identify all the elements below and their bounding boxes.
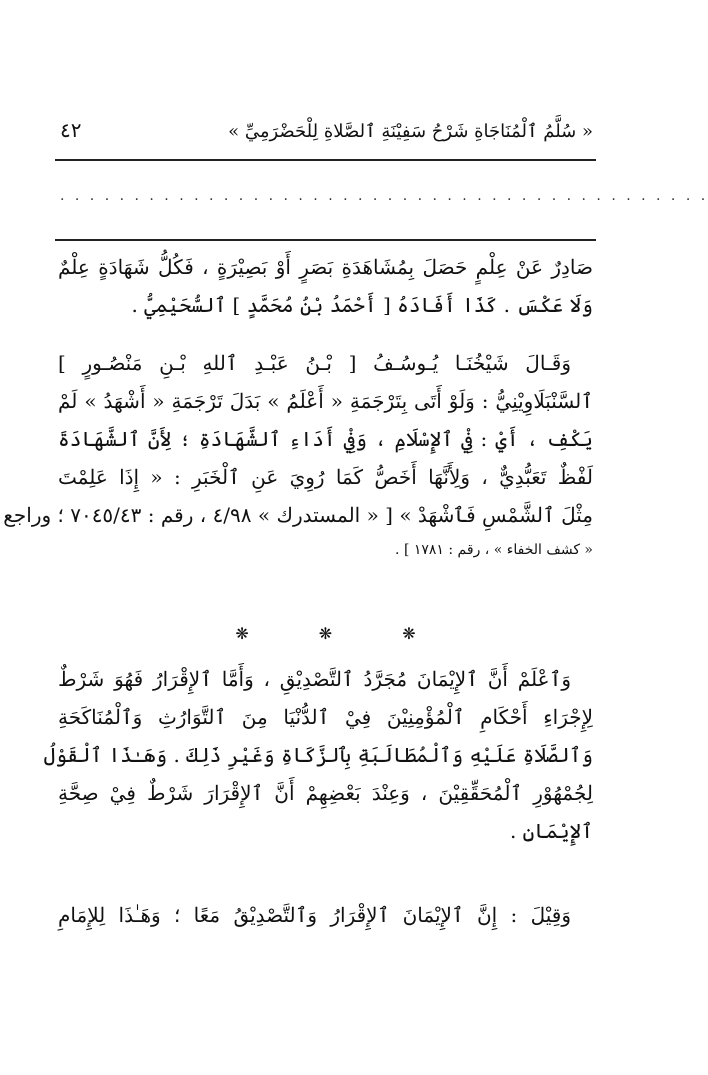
paragraph-4: [58, 896, 593, 934]
text-line: صَادِرٌ عَنْ عِلْمٍ حَصَلَ بِمُشَاهَدَةِ بَصَرٍ أَوْ بَصِيْرَةٍ ، فَكُلُّ شَهَادَةٍ عِلْمٌ: [58, 255, 593, 279]
section-divider: [0, 624, 651, 643]
page-header: [60, 118, 593, 142]
text-line: وَٱعْلَمْ أَنَّ ٱلإِيْمَانَ مُجَرَّدُ ٱلتَّصْدِيْقِ ، وَأَمَّا ٱلإِقْرَارُ فَهُوَ شَرْطٌ: [58, 667, 571, 691]
paragraph-2: [3, 344, 593, 566]
separator-dots: . . . . . . . . . . . . . . . . . . . . . . . . . . . . . . . . . . . . . . . . . . . .: [60, 188, 708, 204]
text-line: « كشف الخفاء » ، رقم : ١٧٨١ ] .: [395, 542, 593, 558]
running-title: « سُلَّمُ ٱلْمُنَاجَاةِ شَرْحُ سَفِيْنَةِ ٱلصَّلاةِ لِلْحَضْرَمِيِّ »: [228, 121, 593, 142]
text-line: وَلَا عَكْسَ . كَذَا أَفَادَهُ [ أَحْمَدُ بْنُ مُحَمَّدٍ ] ٱلسُّحَيْمِيُّ .: [131, 293, 593, 317]
text-line: وَٱلصَّلَاةِ عَلَيْهِ وَٱلْمُطَالَبَةِ بِٱلزَّكَاةِ وَغَيْرِ ذَلِكَ . وَهَـٰذَا ٱلْقَوْلُ: [43, 743, 593, 767]
text-line: لِجُمْهُوْرِ ٱلْمُحَقِّقِيْنَ ، وَعِنْدَ بَعْضِهِمْ أَنَّ ٱلإِقْرَارَ شَرْطٌ فِيْ صِحَّةِ: [58, 781, 593, 805]
text-line: لِإِجْرَاءِ أَحْكَامِ ٱلْمُؤْمِنِيْنَ فِيْ ٱلدُّنْيَا مِنَ ٱلتَّوَارُثِ وَٱلْمُنَاكَحَةِ: [58, 705, 593, 729]
paragraph-3: [43, 660, 593, 850]
text-line: وَقِيْلَ : إِنَّ ٱلإِيْمَانَ ٱلإِقْرَارُ وَٱلتَّصْدِيْقُ مَعًا ؛ وَهَـٰذَا لِلإِمَامِ: [58, 903, 571, 927]
star-ornament-icon: ❋: [235, 624, 249, 643]
page-number: ٤٢: [60, 118, 82, 142]
star-ornament-icon: ❋: [402, 624, 416, 643]
text-line: مِثْلَ ٱلشَّمْسِ فَٱشْهَدْ » [ « المستدرك » ٤/٩٨ ، رقم : ٧٠٤٥/٤٣ ؛ وراجع: [3, 503, 593, 527]
text-line: وَقَـالَ شَيْخُنَـا يُـوسُـفُ [ بْـنُ عَبْـدِ ٱللهِ بْـنِ مَنْصُـورٍ ]: [58, 351, 571, 375]
text-line: ٱلسَّنْبَلَاوِيْنِيُّ : وَلَوْ أَتَى بِتَرْجَمَةِ « أَعْلَمُ » بَدَلَ تَرْجَمَةِ « أَشْهَدُ » لَمْ: [58, 389, 593, 413]
content-rule: [55, 239, 596, 241]
text-line: يَكْفِ ، أَيْ : فِيْ ٱلإِسْلَامِ ، وَفِيْ أَدَاءِ ٱلشَّهَادَةِ ؛ لِأَنَّ ٱلشَّهَادَةَ: [58, 427, 593, 451]
star-ornament-icon: ❋: [318, 624, 333, 643]
text-line: ٱلإِيْمَانِ .: [509, 819, 593, 843]
text-line: لَفْظٌ تَعَبُّدِيٌّ ، وَلِأَنَّهَا أَخَصُّ كَمَا رُوِيَ عَنِ ٱلْخَبَرِ : « إِذَا عَلِمْتَ: [58, 465, 593, 489]
paragraph-1: [58, 248, 593, 324]
header-rule: [55, 159, 596, 161]
